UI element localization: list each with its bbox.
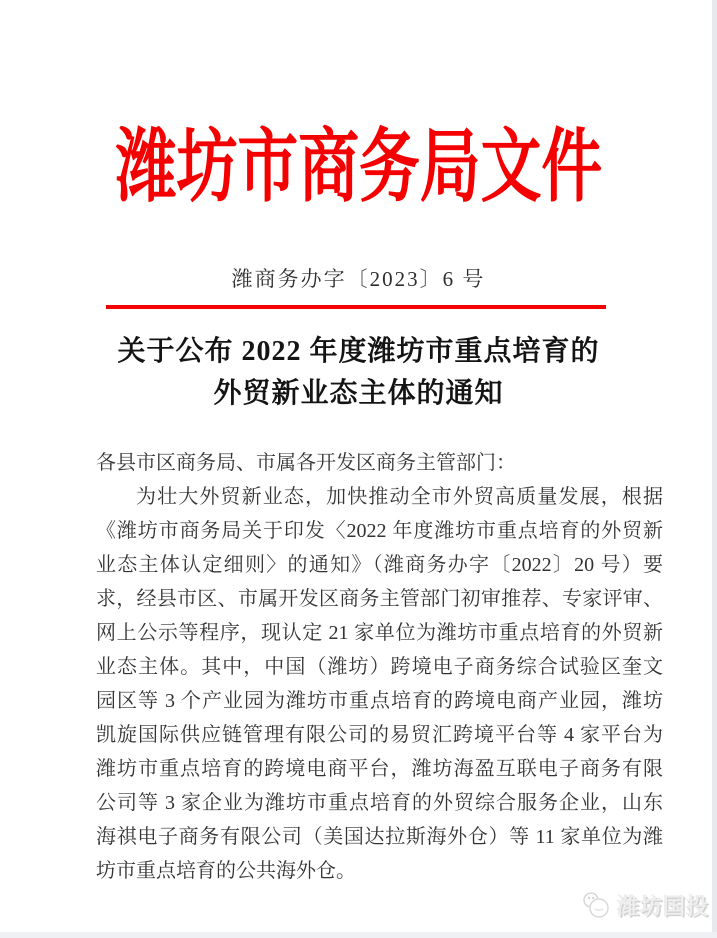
- doc-number: 潍商务办字〔2023〕6 号: [231, 267, 486, 291]
- body-line: 海祺电子商务有限公司（美国达拉斯海外仓）等 11 家单位为潍: [96, 826, 663, 848]
- body-line: 《潍坊市商务局关于印发〈2022 年度潍坊市重点培育的外贸新: [96, 520, 663, 542]
- notice-title-line2: 外贸新业态主体的通知: [213, 378, 504, 409]
- body-line: 公司等 3 家企业为潍坊市重点培育的外贸综合服务企业，山东: [96, 792, 663, 814]
- body-line: 业态主体。其中，中国（潍坊）跨境电子商务综合试验区奎文: [96, 656, 663, 678]
- body-line: 网上公示等程序，现认定 21 家单位为潍坊市重点培育的外贸新: [96, 622, 663, 644]
- notice-title-line1: 关于公布 2022 年度潍坊市重点培育的: [117, 336, 600, 367]
- watermark: [580, 889, 709, 921]
- agency-title: 潍坊市商务局文件: [115, 124, 602, 212]
- page-edge-right: [712, 0, 717, 938]
- notice-title: [0, 331, 717, 415]
- body-line: 凯旋国际供应链管理有限公司的易贸汇跨境平台等 4 家平台为: [96, 724, 663, 746]
- salutation-line: 各县市区商务局、市属各开发区商务主管部门：: [96, 452, 516, 474]
- agency-header: [0, 120, 717, 216]
- page-edge-bottom: [0, 932, 717, 938]
- notice-body: [96, 446, 663, 888]
- body-line: 求，经县市区、市属开发区商务主管部门初审推荐、专家评审、: [96, 588, 663, 610]
- body-line: 潍坊市重点培育的跨境电商平台，潍坊海盈互联电子商务有限: [96, 758, 663, 780]
- red-divider-rule: [106, 305, 606, 309]
- watermark-label: 潍坊国投: [616, 893, 709, 919]
- body-line: 业态主体认定细则〉的通知》（潍商务办字〔2022〕20 号）要: [96, 554, 663, 576]
- body-line: 园区等 3 个产业园为潍坊市重点培育的跨境电商产业园，潍坊: [96, 690, 663, 712]
- weifang-guotou-logo-icon: [580, 889, 612, 921]
- body-line: 坊市重点培育的公共海外仓。: [96, 860, 356, 882]
- body-line: 为壮大外贸新业态，加快推动全市外贸高质量发展，根据: [136, 486, 663, 508]
